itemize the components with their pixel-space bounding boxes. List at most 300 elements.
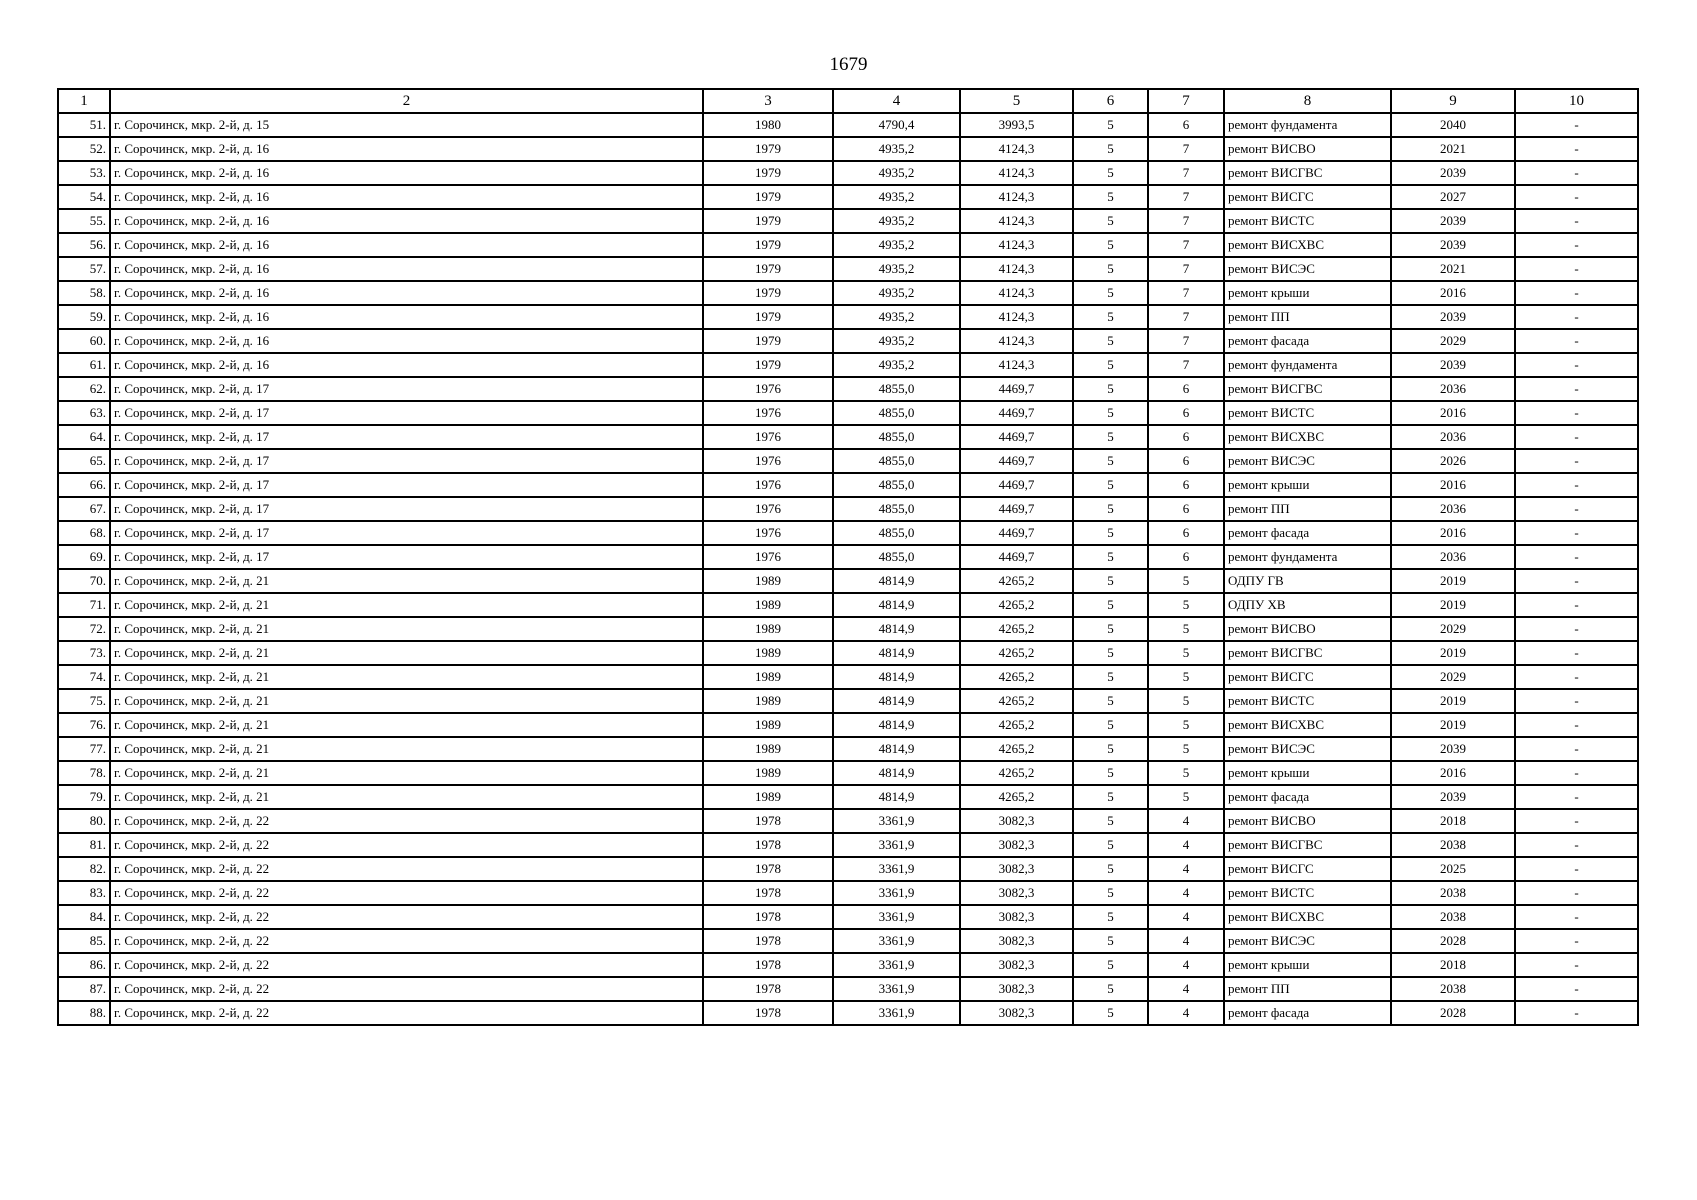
- entrances-cell: 5: [1148, 761, 1224, 785]
- floors-cell: 5: [1073, 737, 1148, 761]
- row-number: 67.: [58, 497, 110, 521]
- table-row: [58, 905, 1638, 929]
- work-type-cell: ремонт ВИСХВС: [1224, 713, 1391, 737]
- address-cell: г. Сорочинск, мкр. 2-й, д. 16: [110, 305, 703, 329]
- table-row: [58, 929, 1638, 953]
- note-cell: -: [1515, 593, 1638, 617]
- work-type-cell: ремонт ВИСГС: [1224, 857, 1391, 881]
- work-type-cell: ремонт ВИСЭС: [1224, 257, 1391, 281]
- address-cell: г. Сорочинск, мкр. 2-й, д. 16: [110, 137, 703, 161]
- note-cell: -: [1515, 809, 1638, 833]
- page-number: 1679: [829, 54, 868, 75]
- address-cell: г. Сорочинск, мкр. 2-й, д. 21: [110, 665, 703, 689]
- address-cell: г. Сорочинск, мкр. 2-й, д. 22: [110, 881, 703, 905]
- living-area-cell: 3082,3: [960, 881, 1073, 905]
- build-year-cell: 1980: [703, 113, 833, 137]
- note-cell: -: [1515, 425, 1638, 449]
- floors-cell: 5: [1073, 1001, 1148, 1025]
- living-area-cell: 4469,7: [960, 377, 1073, 401]
- build-year-cell: 1978: [703, 953, 833, 977]
- row-number: 82.: [58, 857, 110, 881]
- total-area-cell: 4814,9: [833, 569, 960, 593]
- floors-cell: 5: [1073, 521, 1148, 545]
- repair-year-cell: 2039: [1391, 161, 1515, 185]
- table-row: [58, 545, 1638, 569]
- total-area-cell: 4855,0: [833, 401, 960, 425]
- floors-cell: 5: [1073, 665, 1148, 689]
- note-cell: -: [1515, 401, 1638, 425]
- work-type-cell: ремонт фундамента: [1224, 353, 1391, 377]
- build-year-cell: 1978: [703, 977, 833, 1001]
- build-year-cell: 1978: [703, 809, 833, 833]
- entrances-cell: 7: [1148, 233, 1224, 257]
- build-year-cell: 1989: [703, 761, 833, 785]
- living-area-cell: 4265,2: [960, 689, 1073, 713]
- build-year-cell: 1989: [703, 593, 833, 617]
- repair-year-cell: 2039: [1391, 305, 1515, 329]
- work-type-cell: ОДПУ ХВ: [1224, 593, 1391, 617]
- address-cell: г. Сорочинск, мкр. 2-й, д. 17: [110, 545, 703, 569]
- floors-cell: 5: [1073, 233, 1148, 257]
- work-type-cell: ремонт ВИСВО: [1224, 809, 1391, 833]
- entrances-cell: 7: [1148, 281, 1224, 305]
- floors-cell: 5: [1073, 833, 1148, 857]
- entrances-cell: 5: [1148, 713, 1224, 737]
- repair-year-cell: 2039: [1391, 785, 1515, 809]
- repair-year-cell: 2016: [1391, 473, 1515, 497]
- entrances-cell: 6: [1148, 497, 1224, 521]
- total-area-cell: 3361,9: [833, 881, 960, 905]
- build-year-cell: 1989: [703, 785, 833, 809]
- entrances-cell: 4: [1148, 833, 1224, 857]
- floors-cell: 5: [1073, 689, 1148, 713]
- row-number: 75.: [58, 689, 110, 713]
- floors-cell: 5: [1073, 473, 1148, 497]
- note-cell: -: [1515, 233, 1638, 257]
- work-type-cell: ремонт ПП: [1224, 497, 1391, 521]
- note-cell: -: [1515, 449, 1638, 473]
- build-year-cell: 1989: [703, 737, 833, 761]
- table-row: [58, 377, 1638, 401]
- note-cell: -: [1515, 329, 1638, 353]
- entrances-cell: 5: [1148, 593, 1224, 617]
- floors-cell: 5: [1073, 641, 1148, 665]
- row-number: 83.: [58, 881, 110, 905]
- living-area-cell: 3082,3: [960, 833, 1073, 857]
- build-year-cell: 1976: [703, 497, 833, 521]
- table-row: [58, 521, 1638, 545]
- entrances-cell: 4: [1148, 1001, 1224, 1025]
- entrances-cell: 4: [1148, 953, 1224, 977]
- note-cell: -: [1515, 185, 1638, 209]
- build-year-cell: 1976: [703, 473, 833, 497]
- table-row: [58, 137, 1638, 161]
- floors-cell: 5: [1073, 953, 1148, 977]
- table-row: [58, 353, 1638, 377]
- table-row: [58, 641, 1638, 665]
- row-number: 72.: [58, 617, 110, 641]
- total-area-cell: 3361,9: [833, 809, 960, 833]
- work-type-cell: ремонт ВИСГС: [1224, 665, 1391, 689]
- row-number: 80.: [58, 809, 110, 833]
- note-cell: -: [1515, 1001, 1638, 1025]
- repair-year-cell: 2019: [1391, 713, 1515, 737]
- living-area-cell: 4265,2: [960, 761, 1073, 785]
- column-header-8: 8: [1224, 89, 1391, 113]
- total-area-cell: 4814,9: [833, 641, 960, 665]
- living-area-cell: 3082,3: [960, 977, 1073, 1001]
- address-cell: г. Сорочинск, мкр. 2-й, д. 17: [110, 473, 703, 497]
- build-year-cell: 1989: [703, 689, 833, 713]
- repair-year-cell: 2028: [1391, 929, 1515, 953]
- total-area-cell: 4855,0: [833, 449, 960, 473]
- build-year-cell: 1976: [703, 521, 833, 545]
- row-number: 52.: [58, 137, 110, 161]
- address-cell: г. Сорочинск, мкр. 2-й, д. 21: [110, 713, 703, 737]
- total-area-cell: 3361,9: [833, 1001, 960, 1025]
- address-cell: г. Сорочинск, мкр. 2-й, д. 16: [110, 257, 703, 281]
- floors-cell: 5: [1073, 305, 1148, 329]
- table-row: [58, 761, 1638, 785]
- floors-cell: 5: [1073, 257, 1148, 281]
- living-area-cell: 4265,2: [960, 665, 1073, 689]
- table-row: [58, 977, 1638, 1001]
- work-type-cell: ремонт ПП: [1224, 977, 1391, 1001]
- note-cell: -: [1515, 833, 1638, 857]
- note-cell: -: [1515, 713, 1638, 737]
- living-area-cell: 4469,7: [960, 497, 1073, 521]
- column-header-7: 7: [1148, 89, 1224, 113]
- entrances-cell: 7: [1148, 209, 1224, 233]
- build-year-cell: 1979: [703, 161, 833, 185]
- entrances-cell: 4: [1148, 857, 1224, 881]
- entrances-cell: 7: [1148, 185, 1224, 209]
- repair-year-cell: 2038: [1391, 833, 1515, 857]
- entrances-cell: 7: [1148, 161, 1224, 185]
- build-year-cell: 1976: [703, 377, 833, 401]
- work-type-cell: ремонт ВИСЭС: [1224, 737, 1391, 761]
- floors-cell: 5: [1073, 449, 1148, 473]
- table-row: [58, 185, 1638, 209]
- work-type-cell: ремонт ВИСЭС: [1224, 929, 1391, 953]
- address-cell: г. Сорочинск, мкр. 2-й, д. 15: [110, 113, 703, 137]
- row-number: 79.: [58, 785, 110, 809]
- living-area-cell: 4265,2: [960, 593, 1073, 617]
- column-header-6: 6: [1073, 89, 1148, 113]
- total-area-cell: 3361,9: [833, 977, 960, 1001]
- living-area-cell: 4265,2: [960, 713, 1073, 737]
- entrances-cell: 6: [1148, 449, 1224, 473]
- note-cell: -: [1515, 257, 1638, 281]
- living-area-cell: 4469,7: [960, 449, 1073, 473]
- address-cell: г. Сорочинск, мкр. 2-й, д. 21: [110, 689, 703, 713]
- note-cell: -: [1515, 521, 1638, 545]
- address-cell: г. Сорочинск, мкр. 2-й, д. 21: [110, 737, 703, 761]
- note-cell: -: [1515, 113, 1638, 137]
- row-number: 59.: [58, 305, 110, 329]
- entrances-cell: 5: [1148, 641, 1224, 665]
- build-year-cell: 1979: [703, 353, 833, 377]
- table-row: [58, 809, 1638, 833]
- build-year-cell: 1978: [703, 1001, 833, 1025]
- work-type-cell: ремонт фундамента: [1224, 545, 1391, 569]
- total-area-cell: 4935,2: [833, 329, 960, 353]
- address-cell: г. Сорочинск, мкр. 2-й, д. 16: [110, 161, 703, 185]
- total-area-cell: 4855,0: [833, 521, 960, 545]
- floors-cell: 5: [1073, 905, 1148, 929]
- floors-cell: 5: [1073, 329, 1148, 353]
- total-area-cell: 4814,9: [833, 617, 960, 641]
- note-cell: -: [1515, 353, 1638, 377]
- note-cell: -: [1515, 929, 1638, 953]
- column-header-1: 1: [58, 89, 110, 113]
- table-row: [58, 689, 1638, 713]
- living-area-cell: 4265,2: [960, 641, 1073, 665]
- row-number: 78.: [58, 761, 110, 785]
- living-area-cell: 4469,7: [960, 545, 1073, 569]
- note-cell: -: [1515, 689, 1638, 713]
- table-body: [58, 113, 1638, 1025]
- living-area-cell: 3082,3: [960, 905, 1073, 929]
- entrances-cell: 4: [1148, 881, 1224, 905]
- living-area-cell: 4265,2: [960, 785, 1073, 809]
- row-number: 63.: [58, 401, 110, 425]
- repair-year-cell: 2016: [1391, 401, 1515, 425]
- build-year-cell: 1976: [703, 401, 833, 425]
- note-cell: -: [1515, 665, 1638, 689]
- repair-year-cell: 2016: [1391, 521, 1515, 545]
- floors-cell: 5: [1073, 713, 1148, 737]
- repair-year-cell: 2029: [1391, 665, 1515, 689]
- build-year-cell: 1989: [703, 665, 833, 689]
- build-year-cell: 1979: [703, 185, 833, 209]
- note-cell: -: [1515, 641, 1638, 665]
- repair-year-cell: 2039: [1391, 737, 1515, 761]
- table-row: [58, 425, 1638, 449]
- living-area-cell: 3082,3: [960, 809, 1073, 833]
- floors-cell: 5: [1073, 185, 1148, 209]
- note-cell: -: [1515, 137, 1638, 161]
- build-year-cell: 1976: [703, 449, 833, 473]
- work-type-cell: ремонт ВИСЭС: [1224, 449, 1391, 473]
- table-row: [58, 497, 1638, 521]
- repair-year-cell: 2036: [1391, 425, 1515, 449]
- row-number: 70.: [58, 569, 110, 593]
- living-area-cell: 4124,3: [960, 353, 1073, 377]
- total-area-cell: 4935,2: [833, 233, 960, 257]
- note-cell: -: [1515, 737, 1638, 761]
- header-row: [58, 89, 1638, 113]
- repair-year-cell: 2016: [1391, 761, 1515, 785]
- floors-cell: 5: [1073, 785, 1148, 809]
- repair-year-cell: 2038: [1391, 905, 1515, 929]
- address-cell: г. Сорочинск, мкр. 2-й, д. 16: [110, 281, 703, 305]
- work-type-cell: ремонт фасада: [1224, 1001, 1391, 1025]
- build-year-cell: 1976: [703, 545, 833, 569]
- table-row: [58, 833, 1638, 857]
- address-cell: г. Сорочинск, мкр. 2-й, д. 16: [110, 329, 703, 353]
- work-type-cell: ремонт ВИСТС: [1224, 209, 1391, 233]
- total-area-cell: 4814,9: [833, 593, 960, 617]
- build-year-cell: 1979: [703, 233, 833, 257]
- column-header-2: 2: [110, 89, 703, 113]
- work-type-cell: ремонт ВИСГВС: [1224, 161, 1391, 185]
- living-area-cell: 4124,3: [960, 161, 1073, 185]
- build-year-cell: 1989: [703, 713, 833, 737]
- row-number: 66.: [58, 473, 110, 497]
- table-row: [58, 1001, 1638, 1025]
- repair-year-cell: 2019: [1391, 569, 1515, 593]
- entrances-cell: 6: [1148, 113, 1224, 137]
- build-year-cell: 1978: [703, 857, 833, 881]
- living-area-cell: 4124,3: [960, 257, 1073, 281]
- table-row: [58, 233, 1638, 257]
- living-area-cell: 3082,3: [960, 953, 1073, 977]
- floors-cell: 5: [1073, 497, 1148, 521]
- address-cell: г. Сорочинск, мкр. 2-й, д. 17: [110, 497, 703, 521]
- note-cell: -: [1515, 761, 1638, 785]
- repair-year-cell: 2036: [1391, 377, 1515, 401]
- floors-cell: 5: [1073, 929, 1148, 953]
- work-type-cell: ремонт ВИСВО: [1224, 617, 1391, 641]
- note-cell: -: [1515, 209, 1638, 233]
- entrances-cell: 6: [1148, 401, 1224, 425]
- table-row: [58, 857, 1638, 881]
- work-type-cell: ремонт ВИСВО: [1224, 137, 1391, 161]
- work-type-cell: ремонт фасада: [1224, 785, 1391, 809]
- row-number: 69.: [58, 545, 110, 569]
- entrances-cell: 5: [1148, 665, 1224, 689]
- build-year-cell: 1979: [703, 329, 833, 353]
- note-cell: -: [1515, 377, 1638, 401]
- address-cell: г. Сорочинск, мкр. 2-й, д. 16: [110, 233, 703, 257]
- repair-year-cell: 2036: [1391, 497, 1515, 521]
- repair-year-cell: 2019: [1391, 593, 1515, 617]
- floors-cell: 5: [1073, 281, 1148, 305]
- total-area-cell: 4814,9: [833, 689, 960, 713]
- floors-cell: 5: [1073, 857, 1148, 881]
- entrances-cell: 6: [1148, 521, 1224, 545]
- note-cell: -: [1515, 569, 1638, 593]
- address-cell: г. Сорочинск, мкр. 2-й, д. 16: [110, 185, 703, 209]
- living-area-cell: 3082,3: [960, 1001, 1073, 1025]
- address-cell: г. Сорочинск, мкр. 2-й, д. 22: [110, 953, 703, 977]
- address-cell: г. Сорочинск, мкр. 2-й, д. 22: [110, 809, 703, 833]
- total-area-cell: 3361,9: [833, 857, 960, 881]
- repair-year-cell: 2018: [1391, 809, 1515, 833]
- table-row: [58, 305, 1638, 329]
- entrances-cell: 5: [1148, 689, 1224, 713]
- total-area-cell: 4855,0: [833, 545, 960, 569]
- repair-year-cell: 2036: [1391, 545, 1515, 569]
- work-type-cell: ремонт фасада: [1224, 521, 1391, 545]
- total-area-cell: 4814,9: [833, 665, 960, 689]
- table-row: [58, 881, 1638, 905]
- floors-cell: 5: [1073, 809, 1148, 833]
- row-number: 54.: [58, 185, 110, 209]
- repair-year-cell: 2016: [1391, 281, 1515, 305]
- work-type-cell: ремонт крыши: [1224, 761, 1391, 785]
- note-cell: -: [1515, 473, 1638, 497]
- note-cell: -: [1515, 977, 1638, 1001]
- column-header-10: 10: [1515, 89, 1638, 113]
- entrances-cell: 7: [1148, 329, 1224, 353]
- build-year-cell: 1978: [703, 881, 833, 905]
- build-year-cell: 1979: [703, 305, 833, 329]
- row-number: 58.: [58, 281, 110, 305]
- row-number: 86.: [58, 953, 110, 977]
- note-cell: -: [1515, 617, 1638, 641]
- note-cell: -: [1515, 545, 1638, 569]
- row-number: 68.: [58, 521, 110, 545]
- note-cell: -: [1515, 305, 1638, 329]
- total-area-cell: 4935,2: [833, 161, 960, 185]
- note-cell: -: [1515, 161, 1638, 185]
- living-area-cell: 4469,7: [960, 401, 1073, 425]
- column-header-5: 5: [960, 89, 1073, 113]
- living-area-cell: 4265,2: [960, 617, 1073, 641]
- row-number: 73.: [58, 641, 110, 665]
- repair-year-cell: 2029: [1391, 329, 1515, 353]
- living-area-cell: 4124,3: [960, 281, 1073, 305]
- row-number: 64.: [58, 425, 110, 449]
- entrances-cell: 6: [1148, 473, 1224, 497]
- total-area-cell: 4855,0: [833, 497, 960, 521]
- living-area-cell: 4469,7: [960, 425, 1073, 449]
- work-type-cell: ремонт ВИСТС: [1224, 401, 1391, 425]
- living-area-cell: 4124,3: [960, 233, 1073, 257]
- floors-cell: 5: [1073, 569, 1148, 593]
- table-row: [58, 161, 1638, 185]
- entrances-cell: 6: [1148, 545, 1224, 569]
- table-row: [58, 569, 1638, 593]
- living-area-cell: 4124,3: [960, 185, 1073, 209]
- note-cell: -: [1515, 857, 1638, 881]
- living-area-cell: 4124,3: [960, 209, 1073, 233]
- total-area-cell: 4935,2: [833, 185, 960, 209]
- floors-cell: 5: [1073, 425, 1148, 449]
- table-row: [58, 713, 1638, 737]
- build-year-cell: 1978: [703, 905, 833, 929]
- address-cell: г. Сорочинск, мкр. 2-й, д. 22: [110, 1001, 703, 1025]
- row-number: 57.: [58, 257, 110, 281]
- floors-cell: 5: [1073, 377, 1148, 401]
- work-type-cell: ремонт крыши: [1224, 473, 1391, 497]
- work-type-cell: ремонт ВИСГВС: [1224, 377, 1391, 401]
- entrances-cell: 4: [1148, 977, 1224, 1001]
- address-cell: г. Сорочинск, мкр. 2-й, д. 22: [110, 857, 703, 881]
- total-area-cell: 4935,2: [833, 257, 960, 281]
- table-row: [58, 257, 1638, 281]
- repair-year-cell: 2019: [1391, 689, 1515, 713]
- repair-year-cell: 2039: [1391, 209, 1515, 233]
- table-row: [58, 329, 1638, 353]
- address-cell: г. Сорочинск, мкр. 2-й, д. 17: [110, 377, 703, 401]
- total-area-cell: 4855,0: [833, 473, 960, 497]
- floors-cell: 5: [1073, 977, 1148, 1001]
- row-number: 76.: [58, 713, 110, 737]
- floors-cell: 5: [1073, 593, 1148, 617]
- total-area-cell: 4935,2: [833, 353, 960, 377]
- entrances-cell: 6: [1148, 377, 1224, 401]
- address-cell: г. Сорочинск, мкр. 2-й, д. 17: [110, 521, 703, 545]
- row-number: 85.: [58, 929, 110, 953]
- address-cell: г. Сорочинск, мкр. 2-й, д. 21: [110, 617, 703, 641]
- table-row: [58, 665, 1638, 689]
- row-number: 56.: [58, 233, 110, 257]
- living-area-cell: 4469,7: [960, 473, 1073, 497]
- living-area-cell: 4124,3: [960, 329, 1073, 353]
